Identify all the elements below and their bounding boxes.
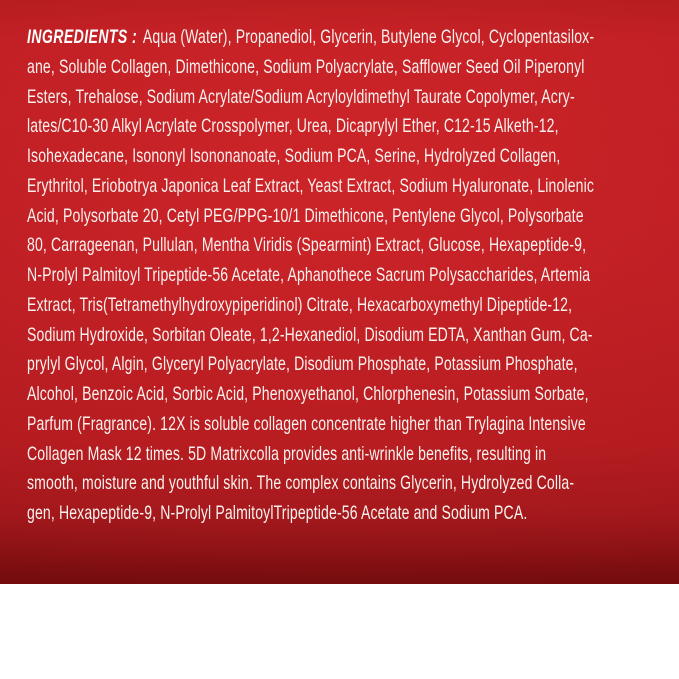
ingredients-line: gen, Hexapeptide-9, N-Prolyl PalmitoylTripeptide-56 Acetate and Sodium PCA. (27, 502, 528, 524)
ingredients-line-text: Aqua (Water), Propanediol, Glycerin, Butylene Glycol, Cyclopentasilox- (142, 26, 595, 48)
ingredients-line: Extract, Tris(Tetramethylhydroxypiperidinol) Citrate, Hexacarboxymethyl Dipeptide-12, (27, 293, 573, 316)
ingredients-line: Parfum (Fragrance). 12X is soluble collagen concentrate higher than Trylagina Intensive (27, 412, 586, 435)
ingredients-line: prylyl Glycol, Algin, Glyceryl Polyacrylate, Disodium Phosphate, Potassium Phosphate, (27, 353, 578, 376)
ingredients-line: N-Prolyl Palmitoyl Tripeptide-56 Acetate, Aphanothece Sacrum Polysaccharides, Artemia (27, 264, 591, 286)
ingredients-lines (27, 23, 675, 529)
ingredients-line: lates/C10-30 Alkyl Acrylate Crosspolymer, Urea, Dicaprylyl Ether, C12-15 Alketh-12, (27, 115, 559, 138)
ingredients-line: Esters, Trehalose, Sodium Acrylate/Sodium Acryloyldimethyl Taurate Copolymer, Acry- (27, 85, 575, 108)
ingredients-line (27, 23, 675, 53)
ingredients-line: Sodium Hydroxide, Sorbitan Oleate, 1,2-Hexanediol, Disodium EDTA, Xanthan Gum, Ca- (27, 323, 593, 346)
ingredients-line: Alcohol, Benzoic Acid, Sorbic Acid, Phenoxyethanol, Chlorphenesin, Potassium Sorbate, (27, 383, 589, 405)
ingredients-line: ane, Soluble Collagen, Dimethicone, Sodium Polyacrylate, Safflower Seed Oil Piperonyl (27, 55, 585, 78)
ingredients-line: Acid, Polysorbate 20, Cetyl PEG/PPG-10/1 Dimethicone, Pentylene Glycol, Polysorbate (27, 204, 584, 227)
ingredients-line: Collagen Mask 12 times. 5D Matrixcolla provides anti-wrinkle benefits, resulting in (27, 442, 547, 465)
ingredients-line: Isohexadecane, Isononyl Isononanoate, Sodium PCA, Serine, Hydrolyzed Collagen, (27, 145, 561, 167)
ingredients-section (27, 23, 679, 529)
label-white-margin (0, 584, 679, 679)
ingredients-line: smooth, moisture and youthful skin. The complex contains Glycerin, Hydrolyzed Colla- (27, 472, 575, 495)
ingredients-heading: INGREDIENTS : (27, 26, 138, 48)
ingredients-line: 80, Carrageenan, Pullulan, Mentha Viridis (Spearmint) Extract, Glucose, Hexapeptide-9, (27, 234, 587, 257)
ingredients-line: Erythritol, Eriobotrya Japonica Leaf Extract, Yeast Extract, Sodium Hyaluronate, Linolenic (27, 174, 595, 197)
